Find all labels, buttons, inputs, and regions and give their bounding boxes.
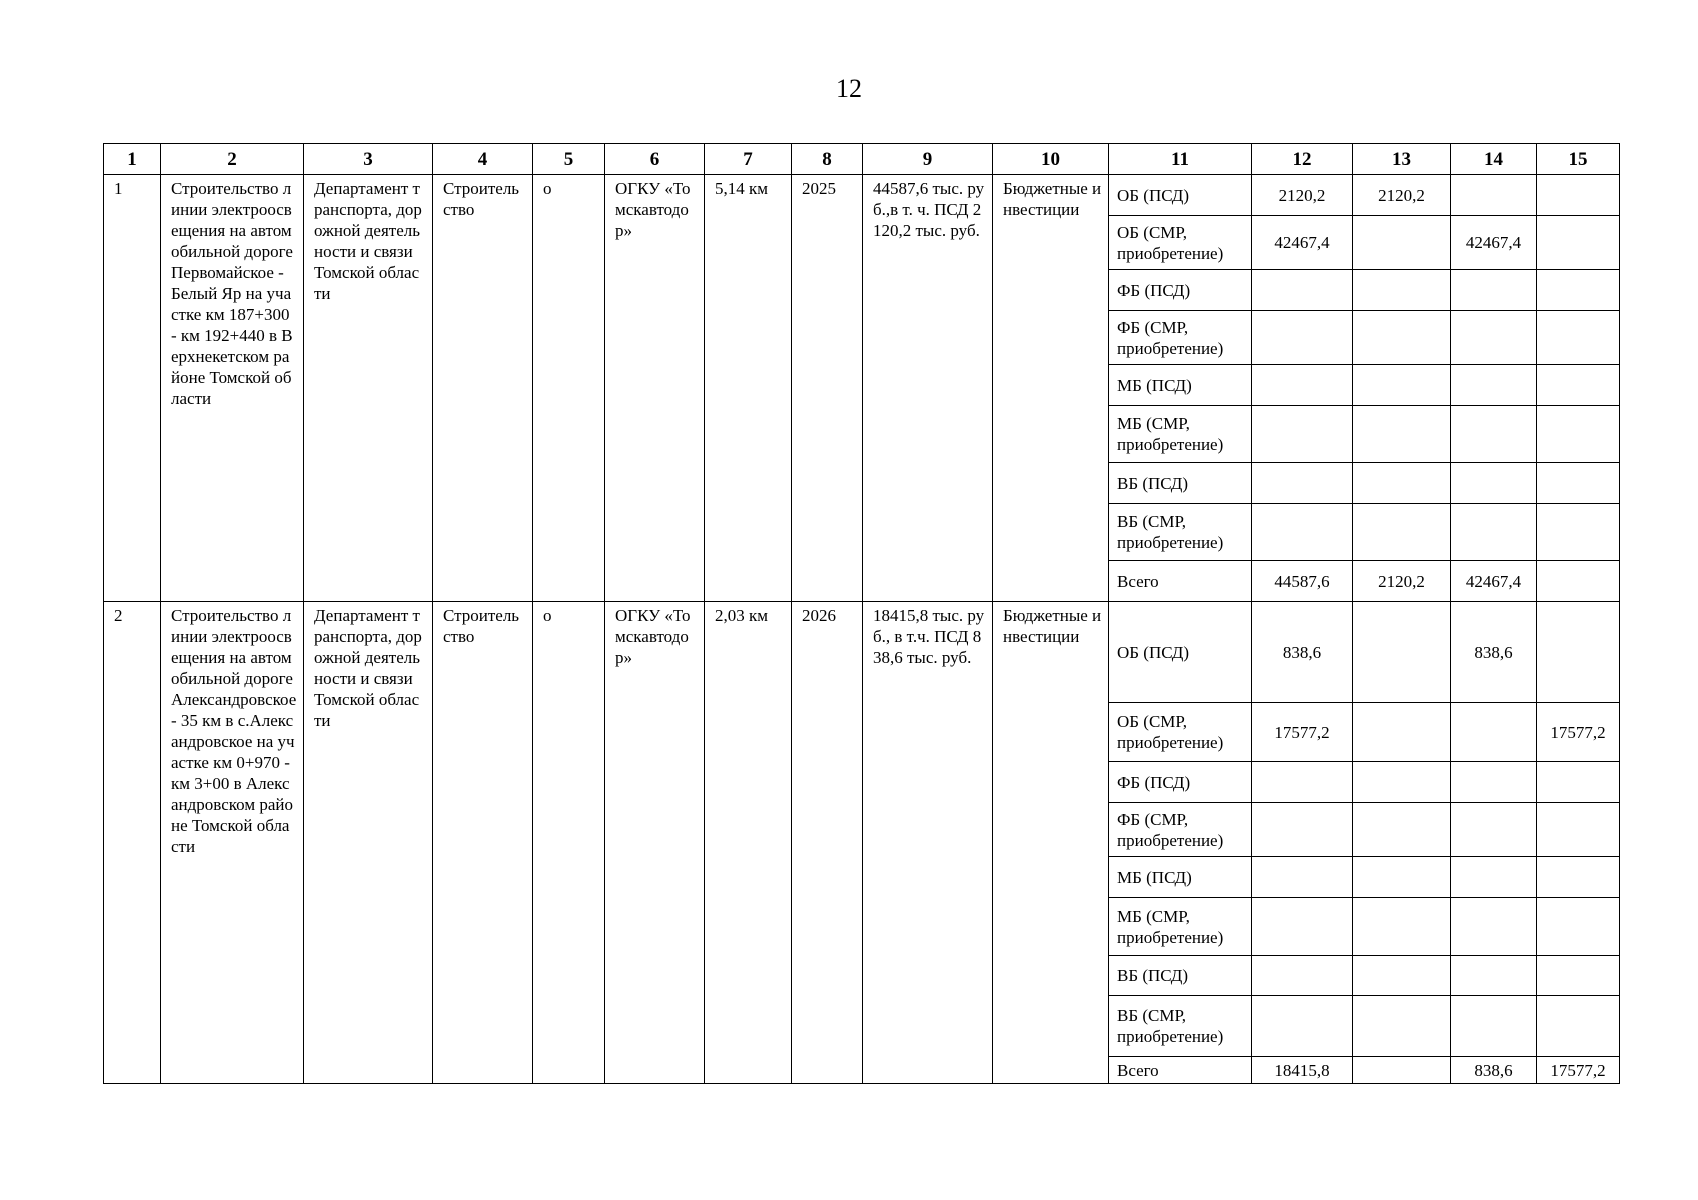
- funding-amount-15: [1537, 956, 1620, 996]
- estimated-cost: 18415,8 тыс. руб., в т.ч. ПСД 838,6 тыс. руб.: [863, 602, 993, 1084]
- commissioning-year: 2025: [792, 175, 863, 602]
- funding-amount-15: [1537, 898, 1620, 956]
- object-length: 2,03 км: [705, 602, 792, 1084]
- funding-amount-15: [1537, 175, 1620, 216]
- funding-amount-12: [1252, 311, 1353, 365]
- funding-source: ФБ (ПСД): [1109, 270, 1252, 311]
- department-name: Департамент транспорта, дорожной деятельности и связи Томской области: [304, 175, 433, 602]
- funding-amount-15: [1537, 996, 1620, 1057]
- funding-amount-12: 2120,2: [1252, 175, 1353, 216]
- funding-amount-14: [1451, 857, 1537, 898]
- header-row: [104, 144, 1620, 175]
- funding-amount-15: [1537, 463, 1620, 504]
- funding-amount-14: [1451, 898, 1537, 956]
- funding-amount-13: [1353, 216, 1451, 270]
- funding-amount-13: [1353, 311, 1451, 365]
- funding-amount-12: 42467,4: [1252, 216, 1353, 270]
- funding-amount-14: [1451, 311, 1537, 365]
- column-header: 14: [1451, 144, 1537, 175]
- funding-amount-15: [1537, 803, 1620, 857]
- funding-amount-14: [1451, 406, 1537, 463]
- column-header: 12: [1252, 144, 1353, 175]
- funding-amount-15: [1537, 561, 1620, 602]
- funding-amount-14: [1451, 803, 1537, 857]
- funding-amount-15: 17577,2: [1537, 703, 1620, 762]
- funding-amount-12: 18415,8: [1252, 1057, 1353, 1084]
- funding-amount-13: [1353, 996, 1451, 1057]
- funding-source: МБ (ПСД): [1109, 365, 1252, 406]
- funding-amount-14: [1451, 270, 1537, 311]
- column-header: 15: [1537, 144, 1620, 175]
- funding-amount-15: [1537, 365, 1620, 406]
- funding-amount-12: [1252, 504, 1353, 561]
- funding-source: ОБ (СМР, приобретение): [1109, 216, 1252, 270]
- funding-amount-12: [1252, 270, 1353, 311]
- table-row: [104, 175, 1620, 216]
- estimated-cost: 44587,6 тыс. руб.,в т. ч. ПСД 2120,2 тыс. руб.: [863, 175, 993, 602]
- funding-amount-13: [1353, 463, 1451, 504]
- funding-source: ФБ (СМР, приобретение): [1109, 803, 1252, 857]
- funding-source: ОБ (СМР, приобретение): [1109, 703, 1252, 762]
- funding-amount-15: [1537, 602, 1620, 703]
- column-header: 4: [433, 144, 533, 175]
- column-header: 1: [104, 144, 161, 175]
- funding-amount-13: [1353, 602, 1451, 703]
- funding-amount-14: [1451, 365, 1537, 406]
- funding-amount-15: [1537, 270, 1620, 311]
- funding-amount-12: [1252, 762, 1353, 803]
- funding-amount-13: [1353, 956, 1451, 996]
- funding-amount-12: [1252, 996, 1353, 1057]
- funding-amount-14: 838,6: [1451, 1057, 1537, 1084]
- funding-source: ОБ (ПСД): [1109, 602, 1252, 703]
- funding-amount-14: 838,6: [1451, 602, 1537, 703]
- investment-type: Бюджетные инвестиции: [993, 175, 1109, 602]
- funding-amount-13: [1353, 1057, 1451, 1084]
- funding-amount-13: [1353, 703, 1451, 762]
- funding-source: МБ (СМР, приобретение): [1109, 898, 1252, 956]
- funding-amount-14: 42467,4: [1451, 216, 1537, 270]
- funding-amount-13: 2120,2: [1353, 175, 1451, 216]
- work-type: Строительство: [433, 602, 533, 1084]
- column-header: 10: [993, 144, 1109, 175]
- funding-amount-15: [1537, 216, 1620, 270]
- object-code: о: [533, 175, 605, 602]
- funding-amount-14: [1451, 175, 1537, 216]
- funding-source: ВБ (ПСД): [1109, 463, 1252, 504]
- funding-amount-14: [1451, 504, 1537, 561]
- funding-amount-13: [1353, 857, 1451, 898]
- funding-amount-15: [1537, 857, 1620, 898]
- funding-amount-13: [1353, 365, 1451, 406]
- funding-amount-14: 42467,4: [1451, 561, 1537, 602]
- funding-amount-14: [1451, 996, 1537, 1057]
- funding-source: ФБ (СМР, приобретение): [1109, 311, 1252, 365]
- funding-source: ВБ (ПСД): [1109, 956, 1252, 996]
- column-header: 2: [161, 144, 304, 175]
- funding-source: Всего: [1109, 1057, 1252, 1084]
- column-header: 11: [1109, 144, 1252, 175]
- funding-amount-12: [1252, 803, 1353, 857]
- funding-amount-14: [1451, 762, 1537, 803]
- funding-source: ФБ (ПСД): [1109, 762, 1252, 803]
- funding-source: МБ (ПСД): [1109, 857, 1252, 898]
- funding-amount-14: [1451, 463, 1537, 504]
- column-header: 9: [863, 144, 993, 175]
- funding-amount-12: [1252, 857, 1353, 898]
- funding-amount-15: [1537, 311, 1620, 365]
- funding-amount-15: [1537, 406, 1620, 463]
- funding-amount-13: [1353, 504, 1451, 561]
- funding-source: ОБ (ПСД): [1109, 175, 1252, 216]
- funding-amount-13: [1353, 406, 1451, 463]
- object-number: 2: [104, 602, 161, 1084]
- table-row: [104, 602, 1620, 703]
- column-header: 13: [1353, 144, 1451, 175]
- column-header: 7: [705, 144, 792, 175]
- funding-source: Всего: [1109, 561, 1252, 602]
- funding-amount-12: 17577,2: [1252, 703, 1353, 762]
- object-length: 5,14 км: [705, 175, 792, 602]
- funding-source: МБ (СМР, приобретение): [1109, 406, 1252, 463]
- object-name: Строительство линии электроосвещения на автомобильной дороге Александровское - 35 км в с.Александровское на участке км 0+970 - км 3+00 в Александровском районе Томской области: [161, 602, 304, 1084]
- column-header: 3: [304, 144, 433, 175]
- funding-amount-14: [1451, 956, 1537, 996]
- work-type: Строительство: [433, 175, 533, 602]
- funding-amount-12: [1252, 898, 1353, 956]
- column-header: 5: [533, 144, 605, 175]
- investment-type: Бюджетные инвестиции: [993, 602, 1109, 1084]
- funding-amount-13: [1353, 898, 1451, 956]
- funding-amount-12: 44587,6: [1252, 561, 1353, 602]
- page-number: 12: [836, 74, 862, 103]
- funding-amount-13: 2120,2: [1353, 561, 1451, 602]
- department-name: Департамент транспорта, дорожной деятельности и связи Томской области: [304, 602, 433, 1084]
- column-header: 8: [792, 144, 863, 175]
- commissioning-year: 2026: [792, 602, 863, 1084]
- funding-amount-12: [1252, 463, 1353, 504]
- funding-amount-15: [1537, 504, 1620, 561]
- funding-amount-14: [1451, 703, 1537, 762]
- funding-source: ВБ (СМР, приобретение): [1109, 504, 1252, 561]
- funding-amount-13: [1353, 762, 1451, 803]
- funding-amount-12: [1252, 406, 1353, 463]
- funding-amount-13: [1353, 803, 1451, 857]
- customer-name: ОГКУ «Томскавтодор»: [605, 602, 705, 1084]
- funding-amount-15: 17577,2: [1537, 1057, 1620, 1084]
- funding-amount-13: [1353, 270, 1451, 311]
- object-name: Строительство линии электроосвещения на автомобильной дороге Первомайское - Белый Яр на участке км 187+300 - км 192+440 в Верхнекетском районе Томской области: [161, 175, 304, 602]
- funding-amount-12: 838,6: [1252, 602, 1353, 703]
- funding-amount-12: [1252, 365, 1353, 406]
- funding-source: ВБ (СМР, приобретение): [1109, 996, 1252, 1057]
- objects-table: [103, 143, 1620, 1084]
- funding-amount-12: [1252, 956, 1353, 996]
- column-header: 6: [605, 144, 705, 175]
- customer-name: ОГКУ «Томскавтодор»: [605, 175, 705, 602]
- object-number: 1: [104, 175, 161, 602]
- object-code: о: [533, 602, 605, 1084]
- funding-amount-15: [1537, 762, 1620, 803]
